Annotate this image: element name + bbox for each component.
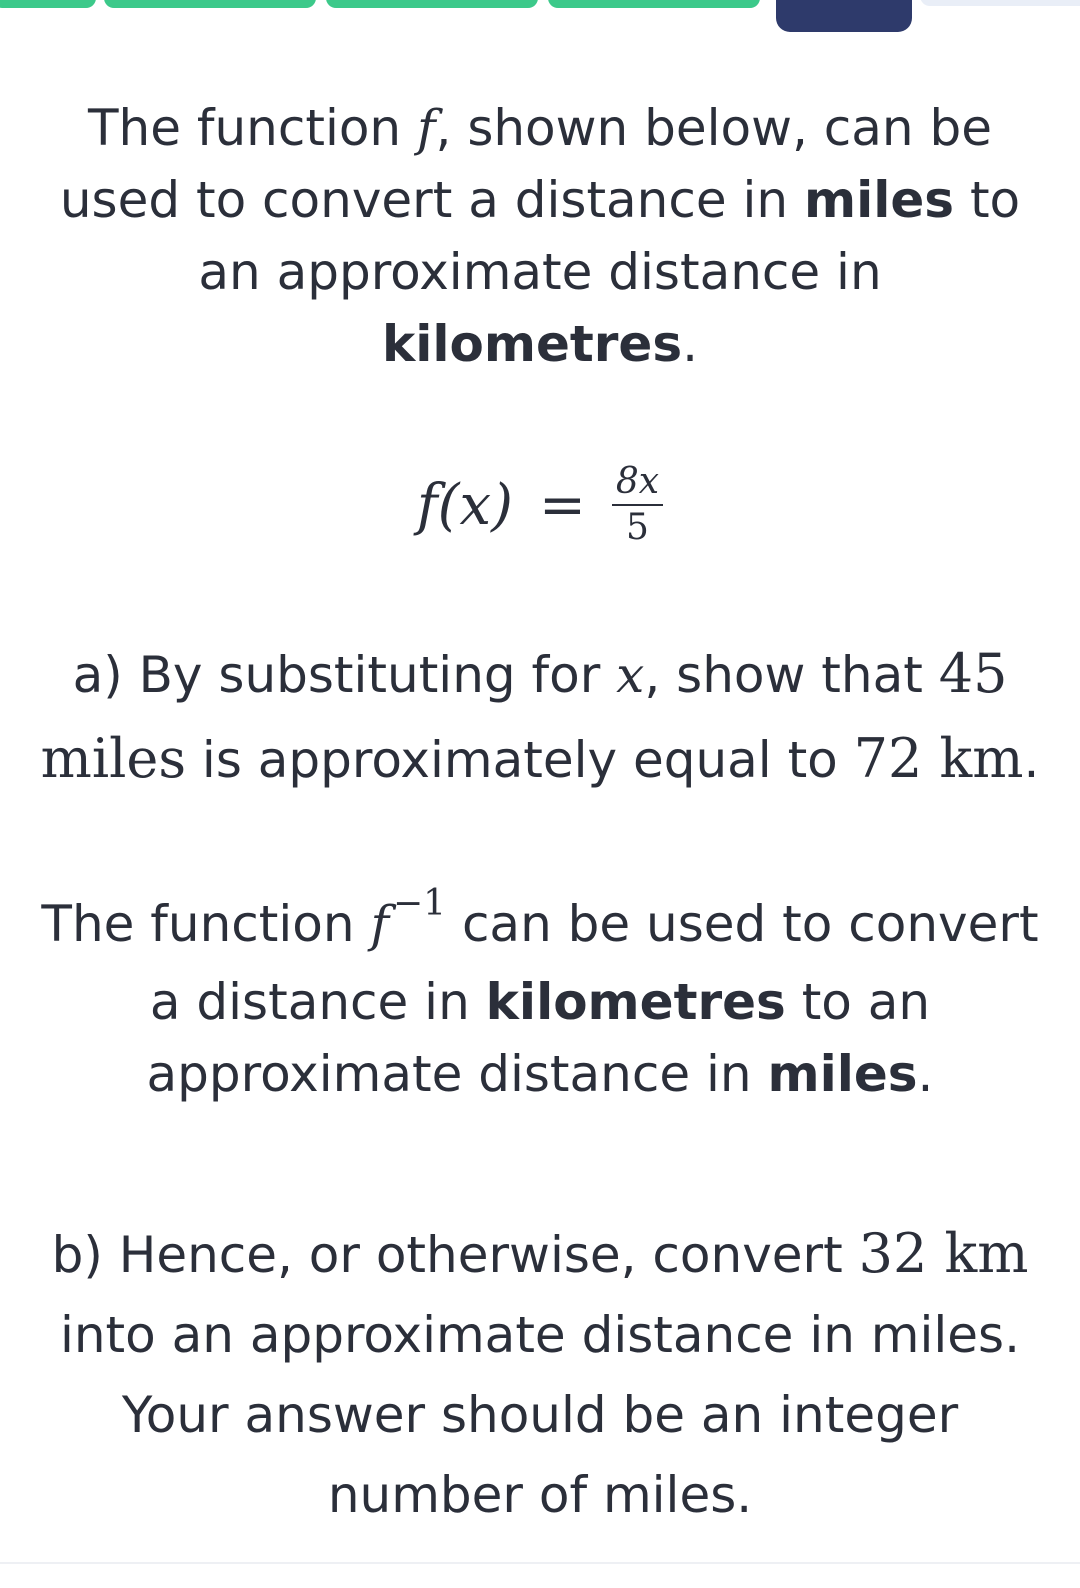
formula-fraction — [612, 462, 663, 548]
question-body — [20, 92, 1060, 1535]
bold-miles: miles — [804, 171, 955, 229]
progress-segment-todo — [920, 0, 1080, 6]
part-a-question — [20, 632, 1060, 802]
inverse-paragraph — [20, 883, 1060, 1110]
value-45-miles: 45 miles — [40, 642, 1008, 790]
part-b-text: b) Hence, or otherwise, convert — [51, 1226, 859, 1284]
part-a-text: . — [1023, 731, 1040, 789]
inverse-text: The function — [41, 895, 371, 953]
fraction-numerator: 8x — [615, 461, 660, 502]
inverse-exponent: −1 — [392, 883, 447, 924]
intro-paragraph — [20, 92, 1060, 380]
part-b-question — [20, 1214, 1060, 1535]
progress-segment-done — [326, 0, 538, 8]
bold-miles: miles — [767, 1045, 918, 1103]
bold-kilometres: kilometres — [485, 973, 786, 1031]
progress-segment-done — [548, 0, 760, 8]
value-32-km: 32 km — [858, 1222, 1029, 1285]
inverse-text: . — [917, 1045, 934, 1103]
fraction-denominator: 5 — [626, 507, 649, 548]
part-a-text: , show that — [644, 646, 939, 704]
function-formula — [20, 450, 1060, 560]
intro-text: . — [682, 315, 699, 373]
part-a-text: a) By substituting for — [72, 646, 617, 704]
formula-lhs: f(x) — [416, 472, 513, 538]
progress-bar — [0, 0, 1080, 34]
intro-text: , shown below, can be used to convert a distance in — [59, 99, 993, 229]
inverse-function-symbol — [370, 883, 447, 953]
progress-segment-done — [104, 0, 316, 8]
inverse-text: to an approximate distance in — [146, 973, 931, 1103]
intro-text: to an approximate distance in — [198, 171, 1021, 301]
bold-kilometres: kilometres — [381, 315, 683, 373]
value-72-km: 72 km — [853, 727, 1024, 790]
progress-segment-current — [776, 0, 912, 32]
function-symbol: f — [417, 99, 436, 157]
function-symbol: f — [370, 895, 389, 953]
formula-equals: = — [538, 472, 586, 538]
inverse-text: can be used to convert a distance in — [149, 895, 1039, 1031]
progress-segment-done — [0, 0, 96, 8]
variable-x: x — [616, 646, 645, 704]
fraction-bar — [612, 504, 663, 506]
part-a-text: is approximately equal to — [186, 731, 854, 789]
part-b-text: into an approximate distance in miles. Your answer should be an integer number of miles. — [59, 1306, 1021, 1524]
intro-text: The function — [87, 99, 418, 157]
bottom-divider — [0, 1562, 1080, 1564]
